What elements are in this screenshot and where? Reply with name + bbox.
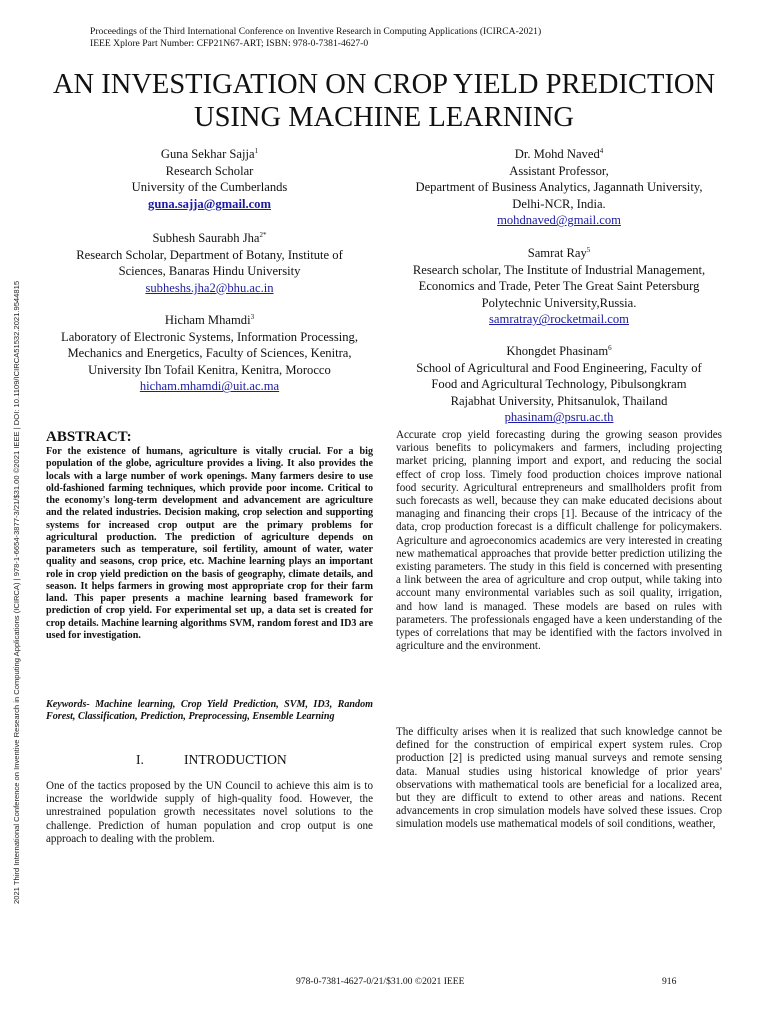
author-email-link[interactable]: mohdnaved@gmail.com xyxy=(497,213,621,228)
author-name: Samrat Ray xyxy=(527,246,587,260)
author-affil-mark: 1 xyxy=(254,146,259,155)
title-line1: AN INVESTIGATION ON CROP YIELD PREDICTION xyxy=(52,69,716,100)
author-affiliation: University Ibn Tofail Kenitra, Kenitra, Morocco xyxy=(88,362,331,377)
author-affil-mark: 2* xyxy=(259,230,267,239)
paper-title xyxy=(0,68,768,134)
author-email-link[interactable]: subheshs.jha2@bhu.ac.in xyxy=(145,280,274,295)
intro-paragraph: One of the tactics proposed by the UN Council to achieve this aim is to increase the worldwide supply of high-quality food. However, the unrestrained population growth necessitates novel solutions to the challenge. Prediction of human population and crop output is one approach to dealing with the problem. xyxy=(46,780,373,845)
author-affiliation: Research scholar, The Institute of Industrial Management, xyxy=(412,262,706,277)
author-affiliation: Polytechnic University,Russia. xyxy=(481,295,637,310)
author-affil-mark: 5 xyxy=(586,245,591,254)
author-affiliation: University of the Cumberlands xyxy=(131,180,288,195)
author-name: Khongdet Phasinam xyxy=(506,344,609,358)
author-affiliation: Delhi-NCR, India. xyxy=(512,196,606,211)
author-name: Hicham Mhamdi xyxy=(164,313,251,327)
section-number: I. xyxy=(136,752,144,767)
author-email-link[interactable]: guna.sajja@gmail.com xyxy=(148,196,271,211)
author-name: Dr. Mohd Naved xyxy=(514,147,600,161)
proceedings-header-line1: Proceedings of the Third International Conference on Inventive Research in Computing Applications (ICIRCA-2021) xyxy=(90,26,542,37)
author-email-link[interactable]: phasinam@psru.ac.th xyxy=(504,410,614,425)
right-paragraph-1: Accurate crop yield forecasting during the growing season provides various benefits to policymakers and farmers, including projecting market pricing, planning import and export, and reducing the social effect of crop loss. Timely food production choices improve national food security. Agricultural entrepreneurs and smallholders profit from such forecasts as well, because they can make educated decisions about managing and financing their crops [1]. Because of the intricacy of the data, crop production forecast is a difficult challenge for policymakers. Agriculture and agroeconomics academics are very interested in creating new mathematical approaches that provide better prediction utilizing the existing parameters. The study in this field is concerned with presenting a link between the area of agriculture and crop output, while taking into account many environmental variables such as soil quality, irrigation, and how land is managed. These models are based on rules with parameters. The professionals engaged have a keen understanding of the types of correlations that may be identified with the factors involved in agriculture and the environment. xyxy=(396,429,722,653)
author-affiliation: Laboratory of Electronic Systems, Information Processing, xyxy=(61,329,358,344)
section-title: INTRODUCTION xyxy=(184,752,287,767)
author-affiliation: Food and Agricultural Technology, Pibulsongkram xyxy=(431,377,687,392)
doi-sidebar-text: 2021 Third International Conference on Inventive Research in Computing Applications (ICIRCA) | 978-1-6654-3877-3/21/$31.00 ©2021 IEEE | DOI: 10.1109/ICIRCA51532.2021.9544815 xyxy=(12,280,21,904)
author-affiliation: Department of Business Analytics, Jagannath University, xyxy=(415,180,703,195)
author-affiliation: Rajabhat University, Phitsanulok, Thailand xyxy=(450,393,668,408)
abstract-body: For the existence of humans, agriculture is vitally crucial. For a big population of the globe, agriculture provides a living. It also provides the locals with a large number of work openings. Many farmers desire to use old-fashioned farming techniques, which provide poor income. Critical to the economy's long-term development and advancement are agriculture and the related industries. Decision making, crop selection and supporting systems for increased crop output are the primary problems for agricultural production. The prediction of agriculture depends on parameters such as temperature, soil fertility, amount of water, water quality and seasons, crop price, etc. Machine learning plays an important role in crop yield prediction on the basis of geography, climate details, and season. It helps farmers in growing most appropriate crop for their farm land. This paper presents a machine learning based framework for prediction of crop yield. For experimental set up, a data set is created for crop details. Machine learning algorithms SVM, random forest and ID3 are used for investigation. xyxy=(46,446,373,641)
keywords: Keywords- Machine learning, Crop Yield Prediction, SVM, ID3, Random Forest, Classification, Prediction, Preprocessing, Ensemble Learning xyxy=(46,699,373,723)
author-block-5 xyxy=(396,245,722,328)
author-email-link[interactable]: hicham.mhamdi@uit.ac.ma xyxy=(139,379,280,394)
author-affil-mark: 3 xyxy=(250,312,255,321)
author-affiliation: Research Scholar, Department of Botany, Institute of xyxy=(76,247,343,262)
author-affiliation: Mechanics and Energetics, Faculty of Sciences, Kenitra, xyxy=(67,346,352,361)
author-affil-mark: 4 xyxy=(599,146,604,155)
author-email-link[interactable]: samratray@rocketmail.com xyxy=(489,312,629,327)
author-block-1 xyxy=(46,146,373,212)
author-affil-mark: 6 xyxy=(608,343,612,352)
author-affiliation: Research Scholar xyxy=(165,163,254,178)
author-block-3 xyxy=(46,312,373,395)
author-affiliation: Sciences, Banaras Hindu University xyxy=(118,264,301,279)
author-block-2 xyxy=(46,230,373,296)
author-name: Guna Sekhar Sajja xyxy=(160,147,255,161)
title-line2: USING MACHINE LEARNING xyxy=(194,102,574,133)
author-block-4 xyxy=(396,146,722,229)
author-affiliation: School of Agricultural and Food Engineering, Faculty of xyxy=(416,360,702,375)
abstract-heading: ABSTRACT: xyxy=(46,429,132,445)
page-number: 916 xyxy=(662,976,677,987)
author-block-6 xyxy=(396,343,722,426)
proceedings-header-line2: IEEE Xplore Part Number: CFP21N67-ART; ISBN: 978-0-7381-4627-0 xyxy=(90,38,369,49)
right-paragraph-2: The difficulty arises when it is realized that such knowledge cannot be defined for the construction of empirical expert system rules. Crop production [2] is predicted using manual surveys and remote sensing data. Manual studies using historical knowledge of prior years' observations with mathematical tools are beneficial for a localized area, but they are difficult to extend to other areas and nations. Recent advancements in crop simulation models have solved these issues. Crop simulation models use mathematical models of soil conditions, weather, xyxy=(396,726,722,831)
author-affiliation: Economics and Trade, Peter The Great Saint Petersburg xyxy=(418,279,700,294)
footer-copyright: 978-0-7381-4627-0/21/$31.00 ©2021 IEEE xyxy=(296,976,465,987)
author-affiliation: Assistant Professor, xyxy=(509,163,609,178)
author-name: Subhesh Saurabh Jha xyxy=(152,231,260,245)
